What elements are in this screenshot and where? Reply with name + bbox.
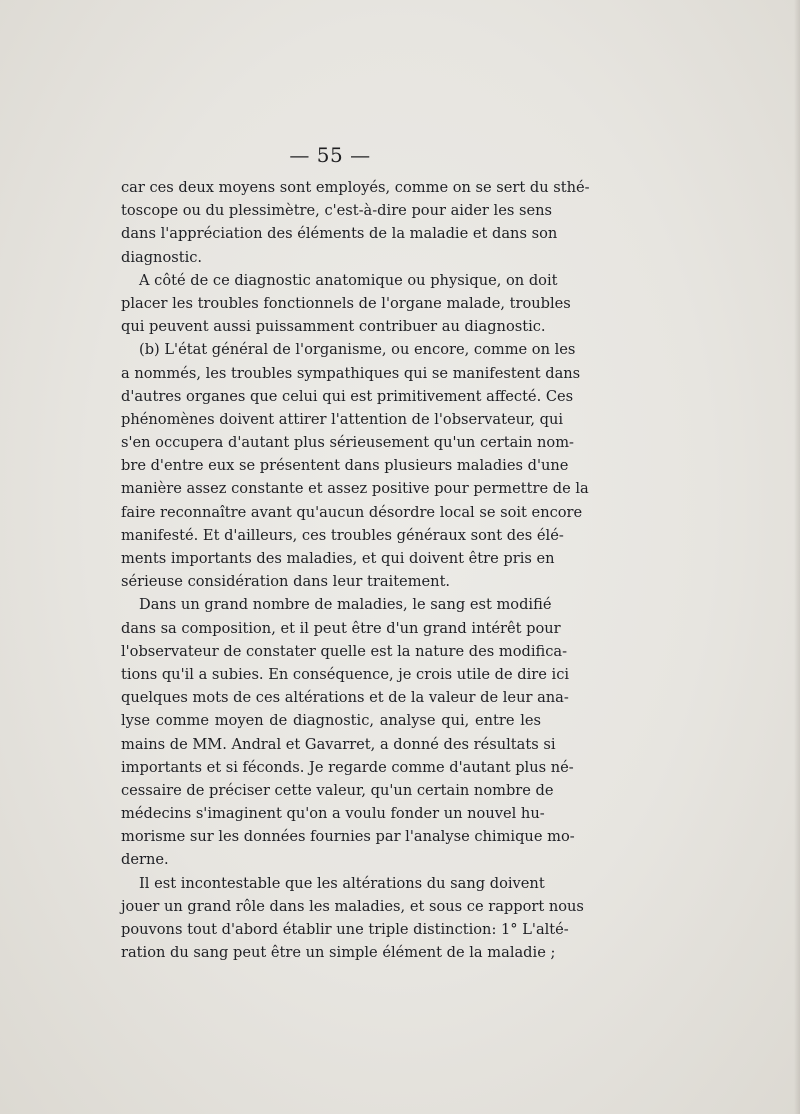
text-line: qui peuvent aussi puissamment contribuer au diagnostic. (121, 318, 546, 336)
text-line: tions qu'il a subies. En conséquence, je crois utile de dire ici (121, 665, 570, 683)
text-line: l'observateur de constater quelle est la nature des modifica- (121, 642, 568, 660)
text-line: Dans un grand nombre de maladies, le sang est modifié (139, 596, 552, 614)
text-line: car ces deux moyens sont employés, comme on se sert du sthé- (121, 179, 590, 196)
text-line: importants et si féconds. Je regarde comme d'autant plus né- (121, 758, 574, 776)
text-line: Il est incontestable que les altérations du sang doivent (139, 874, 545, 892)
text-line: manifesté. Et d'ailleurs, ces troubles généraux sont des élé- (121, 526, 564, 544)
text-line: a nommés, les troubles sympathiques qui se manifestent dans (121, 364, 581, 382)
text-line: (b) L'état général de l'organisme, ou encore, comme on les (139, 341, 576, 359)
text-line: mains de MM. Andral et Gavarret, a donné des résultats si (121, 735, 556, 753)
text-line: phénomènes doivent attirer l'attention de l'observateur, qui (121, 410, 564, 428)
text-line: ration du sang peut être un simple élément de la maladie ; (121, 944, 556, 962)
text-line: bre d'entre eux se présentent dans plusieurs maladies d'une (121, 457, 569, 475)
text-line: d'autres organes que celui qui est primitivement affecté. Ces (121, 387, 574, 405)
text-line: toscope ou du plessimètre, c'est-à-dire pour aider les sens (121, 202, 552, 220)
text-line: lyse comme moyen de diagnostic, analyse qui, entre les (121, 712, 541, 730)
text-line: pouvons tout d'abord établir une triple distinction: 1° L'alté- (121, 921, 569, 938)
page-number: — 55 — (289, 143, 371, 167)
text-line: quelques mots de ces altérations et de la valeur de leur ana- (121, 689, 569, 707)
text-line: jouer un grand rôle dans les maladies, et sous ce rapport nous (121, 897, 584, 915)
text-line: ments importants des maladies, et qui doivent être pris en (121, 550, 555, 567)
text-line: morisme sur les données fournies par l'analyse chimique mo- (121, 828, 575, 846)
text-line: cessaire de préciser cette valeur, qu'un certain nombre de (121, 781, 554, 799)
text-line: A côté de ce diagnostic anatomique ou physique, on doit (139, 271, 558, 289)
page-edge-shadow (794, 0, 800, 1114)
text-line: médecins s'imaginent qu'on a voulu fonder un nouvel hu- (121, 805, 545, 823)
text-line: s'en occupera d'autant plus sérieusement qu'un certain nom- (121, 434, 574, 452)
text-line: placer les troubles fonctionnels de l'organe malade, troubles (121, 294, 571, 312)
text-line: sérieuse considération dans leur traitement. (121, 573, 451, 591)
text-line: manière assez constante et assez positive pour permettre de la (121, 480, 589, 498)
text-line: derne. (121, 851, 169, 869)
text-line: dans sa composition, et il peut être d'un grand intérêt pour (121, 619, 561, 637)
text-line: faire reconnaître avant qu'aucun désordre local se soit encore (121, 503, 583, 521)
text-line: diagnostic. (121, 248, 203, 266)
body-text (121, 176, 590, 964)
text-line: dans l'appréciation des éléments de la maladie et dans son (121, 225, 558, 243)
